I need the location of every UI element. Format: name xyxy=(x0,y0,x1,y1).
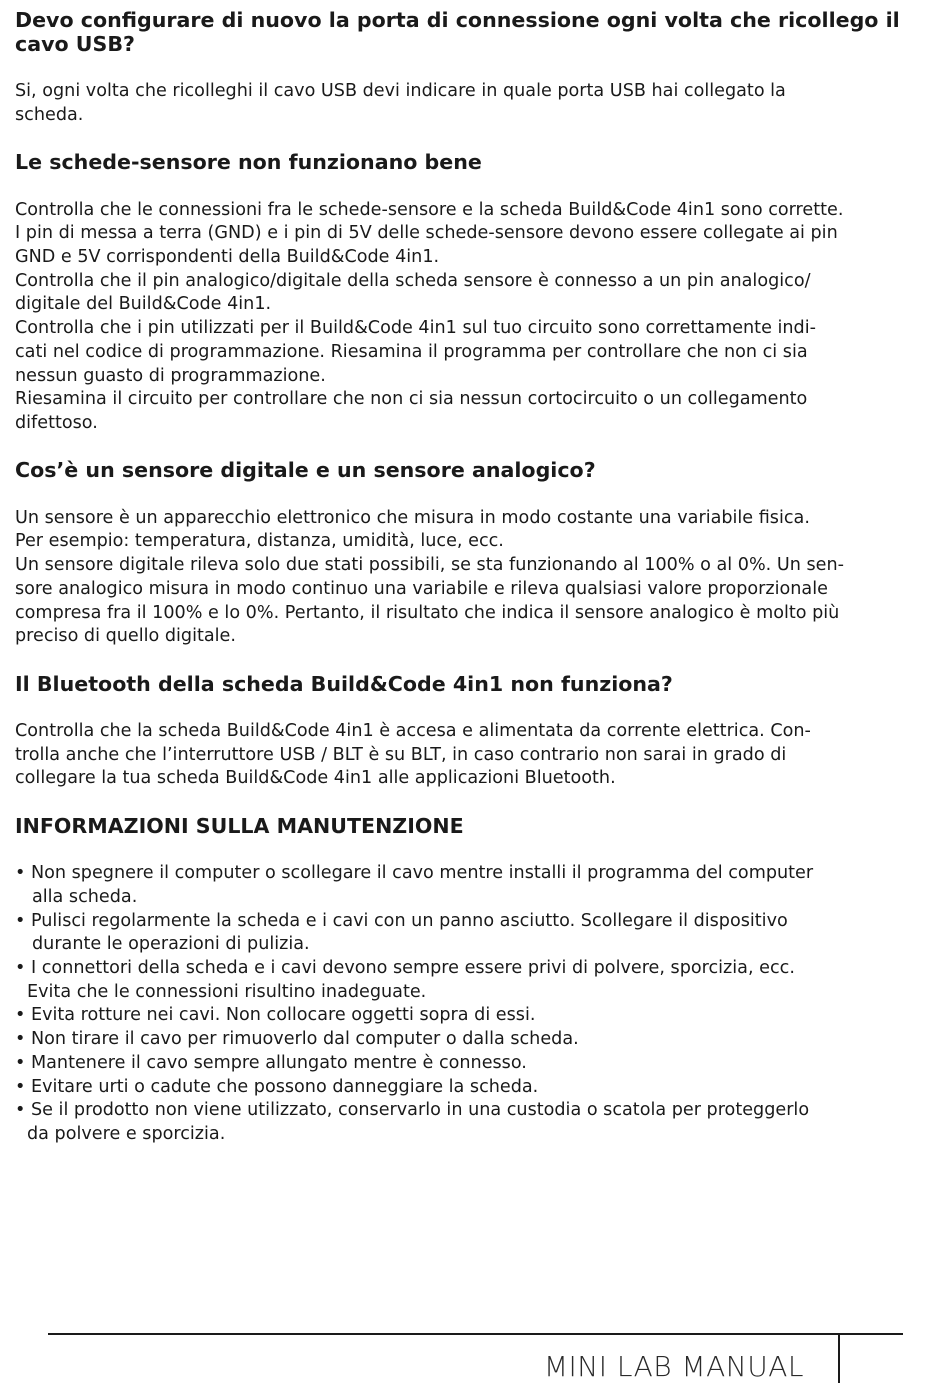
list-item xyxy=(15,1099,930,1146)
list-item xyxy=(15,1052,930,1076)
faq-answer-line: preciso di quello digitale. xyxy=(15,626,236,647)
list-item-text: • Pulisci regolarmente la scheda e i cavi con un panno asciutto. Scollegare il dispositivo xyxy=(15,910,788,931)
list-item-text: • Mantenere il cavo sempre allungato mentre è connesso. xyxy=(15,1052,527,1073)
faq-question: Devo configurare di nuovo la porta di connessione ogni volta che ricollego il cavo USB? xyxy=(15,8,900,56)
faq-answer-line: sore analogico misura in modo continuo una variabile e rileva qualsiasi valore proporzionale xyxy=(15,578,828,599)
list-item-continuation: da polvere e sporcizia. xyxy=(27,1123,226,1144)
list-item xyxy=(15,1076,930,1100)
faq-answer-line: trolla anche che l’interruttore USB / BLT è su BLT, in caso contrario non sarai in grado di xyxy=(15,744,787,765)
footer-divider xyxy=(838,1334,840,1383)
list-item-text: • Se il prodotto non viene utilizzato, conservarlo in una custodia o scatola per proteggerlo xyxy=(15,1100,810,1121)
faq-question: Cos’è un sensore digitale e un sensore analogico? xyxy=(15,458,596,483)
faq-answer-line: Controlla che i pin utilizzati per il Build&Code 4in1 sul tuo circuito sono correttamente indi- xyxy=(15,318,816,339)
list-item-text: • Non tirare il cavo per rimuoverlo dal computer o dalla scheda. xyxy=(15,1029,579,1050)
list-item-continuation: alla scheda. xyxy=(32,886,138,907)
faq-answer-line: Riesamina il circuito per controllare che non ci sia nessun cortocircuito o un collegamento xyxy=(15,389,808,410)
list-item-continuation: durante le operazioni di pulizia. xyxy=(32,934,310,955)
faq-answer-line: digitale del Build&Code 4in1. xyxy=(15,294,272,315)
faq-answer-line: Per esempio: temperatura, distanza, umidità, luce, ecc. xyxy=(15,531,504,552)
faq-answer-line: Si, ogni volta che ricolleghi il cavo USB devi indicare in quale porta USB hai collegato la xyxy=(15,81,786,102)
faq-answer-line: Un sensore digitale rileva solo due stati possibili, se sta funzionando al 100% o al 0%. Un sen- xyxy=(15,555,844,576)
faq-answer-line: cati nel codice di programmazione. Riesamina il programma per controllare che non ci sia xyxy=(15,341,808,362)
list-item-text: • Evitare urti o cadute che possono danneggiare la scheda. xyxy=(15,1076,539,1097)
maintenance-list xyxy=(15,862,930,1146)
faq-question: Il Bluetooth della scheda Build&Code 4in1 non funziona? xyxy=(15,671,673,696)
list-item-text: • Evita rotture nei cavi. Non collocare oggetti sopra di essi. xyxy=(15,1005,536,1026)
faq-answer-line: GND e 5V corrispondenti della Build&Code 4in1. xyxy=(15,246,440,267)
list-item xyxy=(15,1004,930,1028)
list-item xyxy=(15,910,930,957)
list-item xyxy=(15,957,930,1004)
faq-answer-line: compresa fra il 100% e lo 0%. Pertanto, il risultato che indica il sensore analogico è molto più xyxy=(15,602,840,623)
footer-title: MINI LAB MANUAL xyxy=(543,1350,804,1383)
faq-question: Le schede-sensore non funzionano bene xyxy=(15,150,482,175)
document-body xyxy=(15,9,930,1147)
faq-answer-line: difettoso. xyxy=(15,412,98,433)
faq-answer-line: Controlla che il pin analogico/digitale della scheda sensore è connesso a un pin analogico/ xyxy=(15,270,811,291)
faq-answer-line: Un sensore è un apparecchio elettronico che misura in modo costante una variabile fisica. xyxy=(15,507,810,528)
faq-answer-line: collegare la tua scheda Build&Code 4in1 alle applicazioni Bluetooth. xyxy=(15,768,616,789)
faq-answer-line: Controlla che la scheda Build&Code 4in1 è accesa e alimentata da corrente elettrica. Con- xyxy=(15,720,811,741)
faq-answer-line: Controlla che le connessioni fra le schede-sensore e la scheda Build&Code 4in1 sono corrette. xyxy=(15,199,844,220)
list-item xyxy=(15,862,930,909)
list-item-text: • Non spegnere il computer o scollegare il cavo mentre installi il programma del computer xyxy=(15,863,814,884)
faq-answer-line: scheda. xyxy=(15,104,84,125)
list-item-text: • I connettori della scheda e i cavi devono sempre essere privi di polvere, sporcizia, ecc. xyxy=(15,957,795,978)
list-item xyxy=(15,1028,930,1052)
list-item-continuation: Evita che le connessioni risultino inadeguate. xyxy=(27,981,427,1002)
footer-rule xyxy=(48,1333,903,1335)
faq-answer-line: I pin di messa a terra (GND) e i pin di 5V delle schede-sensore devono essere collegate ai pin xyxy=(15,223,838,244)
faq-answer-line: nessun guasto di programmazione. xyxy=(15,365,326,386)
maintenance-heading: INFORMAZIONI SULLA MANUTENZIONE xyxy=(15,813,464,838)
